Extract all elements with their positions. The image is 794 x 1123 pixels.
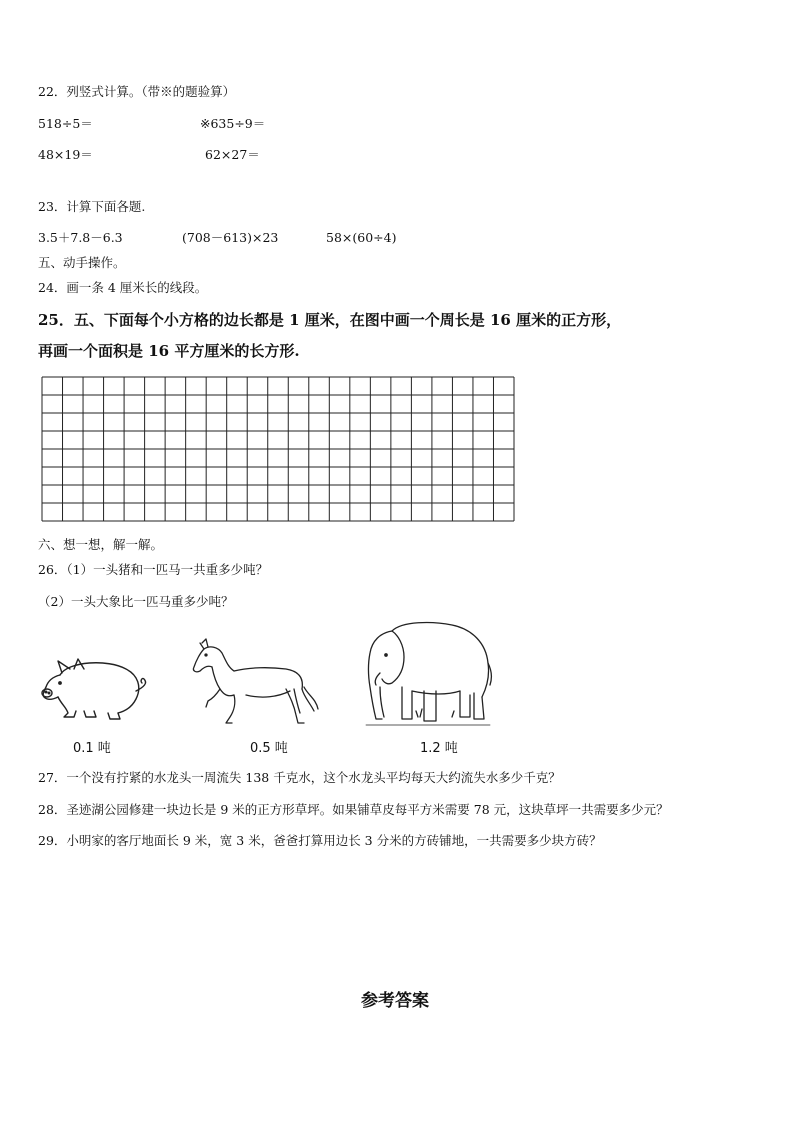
q23-item-2: (708－613)×23 — [182, 230, 279, 245]
q23-item-3: 58×(60÷4) — [326, 230, 397, 245]
section-5-heading: 五、动手操作。 — [38, 255, 126, 270]
elephant-weight-caption: 1.2 吨 — [420, 741, 458, 756]
q22-heading: 22．列竖式计算。（带※的题验算） — [38, 84, 236, 99]
q23-heading: 23．计算下面各题. — [38, 199, 146, 214]
section-6-heading: 六、想一想，解一解。 — [38, 537, 164, 552]
q26-part-2: （2）一头大象比一匹马重多少吨？ — [38, 594, 234, 609]
elephant-icon — [362, 617, 494, 727]
square-grid — [41, 376, 515, 522]
q22-item-4: 62×27＝ — [205, 147, 260, 162]
pig-icon — [38, 655, 150, 721]
q26-part-1: 26．（1）一头猪和一匹马一共重多少吨？ — [38, 562, 269, 577]
q24-text: 24．画一条 4 厘米长的线段。 — [38, 280, 208, 295]
q29-text: 29．小明家的客厅地面长 9 米，宽 3 米，爸爸打算用边长 3 分米的方砖铺地，一共需要多少块方砖？ — [38, 833, 602, 848]
q25-line-1: 25．五、下面每个小方格的边长都是 1 厘米，在图中画一个周长是 16 厘米的正方形， — [38, 311, 622, 329]
horse-weight-caption: 0.5 吨 — [250, 741, 288, 756]
q25-line-2: 再画一个面积是 16 平方厘米的长方形. — [38, 342, 300, 360]
q23-item-1: 3.5＋7.8－6.3 — [38, 230, 123, 245]
q22-item-3: 48×19＝ — [38, 147, 93, 162]
pig-weight-caption: 0.1 吨 — [73, 741, 111, 756]
q22-item-1: 518÷5＝ — [38, 116, 93, 131]
q22-item-2: ※635÷9＝ — [200, 116, 266, 131]
answer-section-title: 参考答案 — [361, 991, 429, 1011]
horse-icon — [190, 637, 320, 729]
q28-text: 28．圣迹湖公园修建一块边长是 9 米的正方形草坪。如果铺草皮每平方米需要 78 元，这块草坪一共需要多少元？ — [38, 802, 669, 817]
q27-text: 27．一个没有拧紧的水龙头一周流失 138 千克水，这个水龙头平均每天大约流失水多少千克？ — [38, 770, 561, 785]
